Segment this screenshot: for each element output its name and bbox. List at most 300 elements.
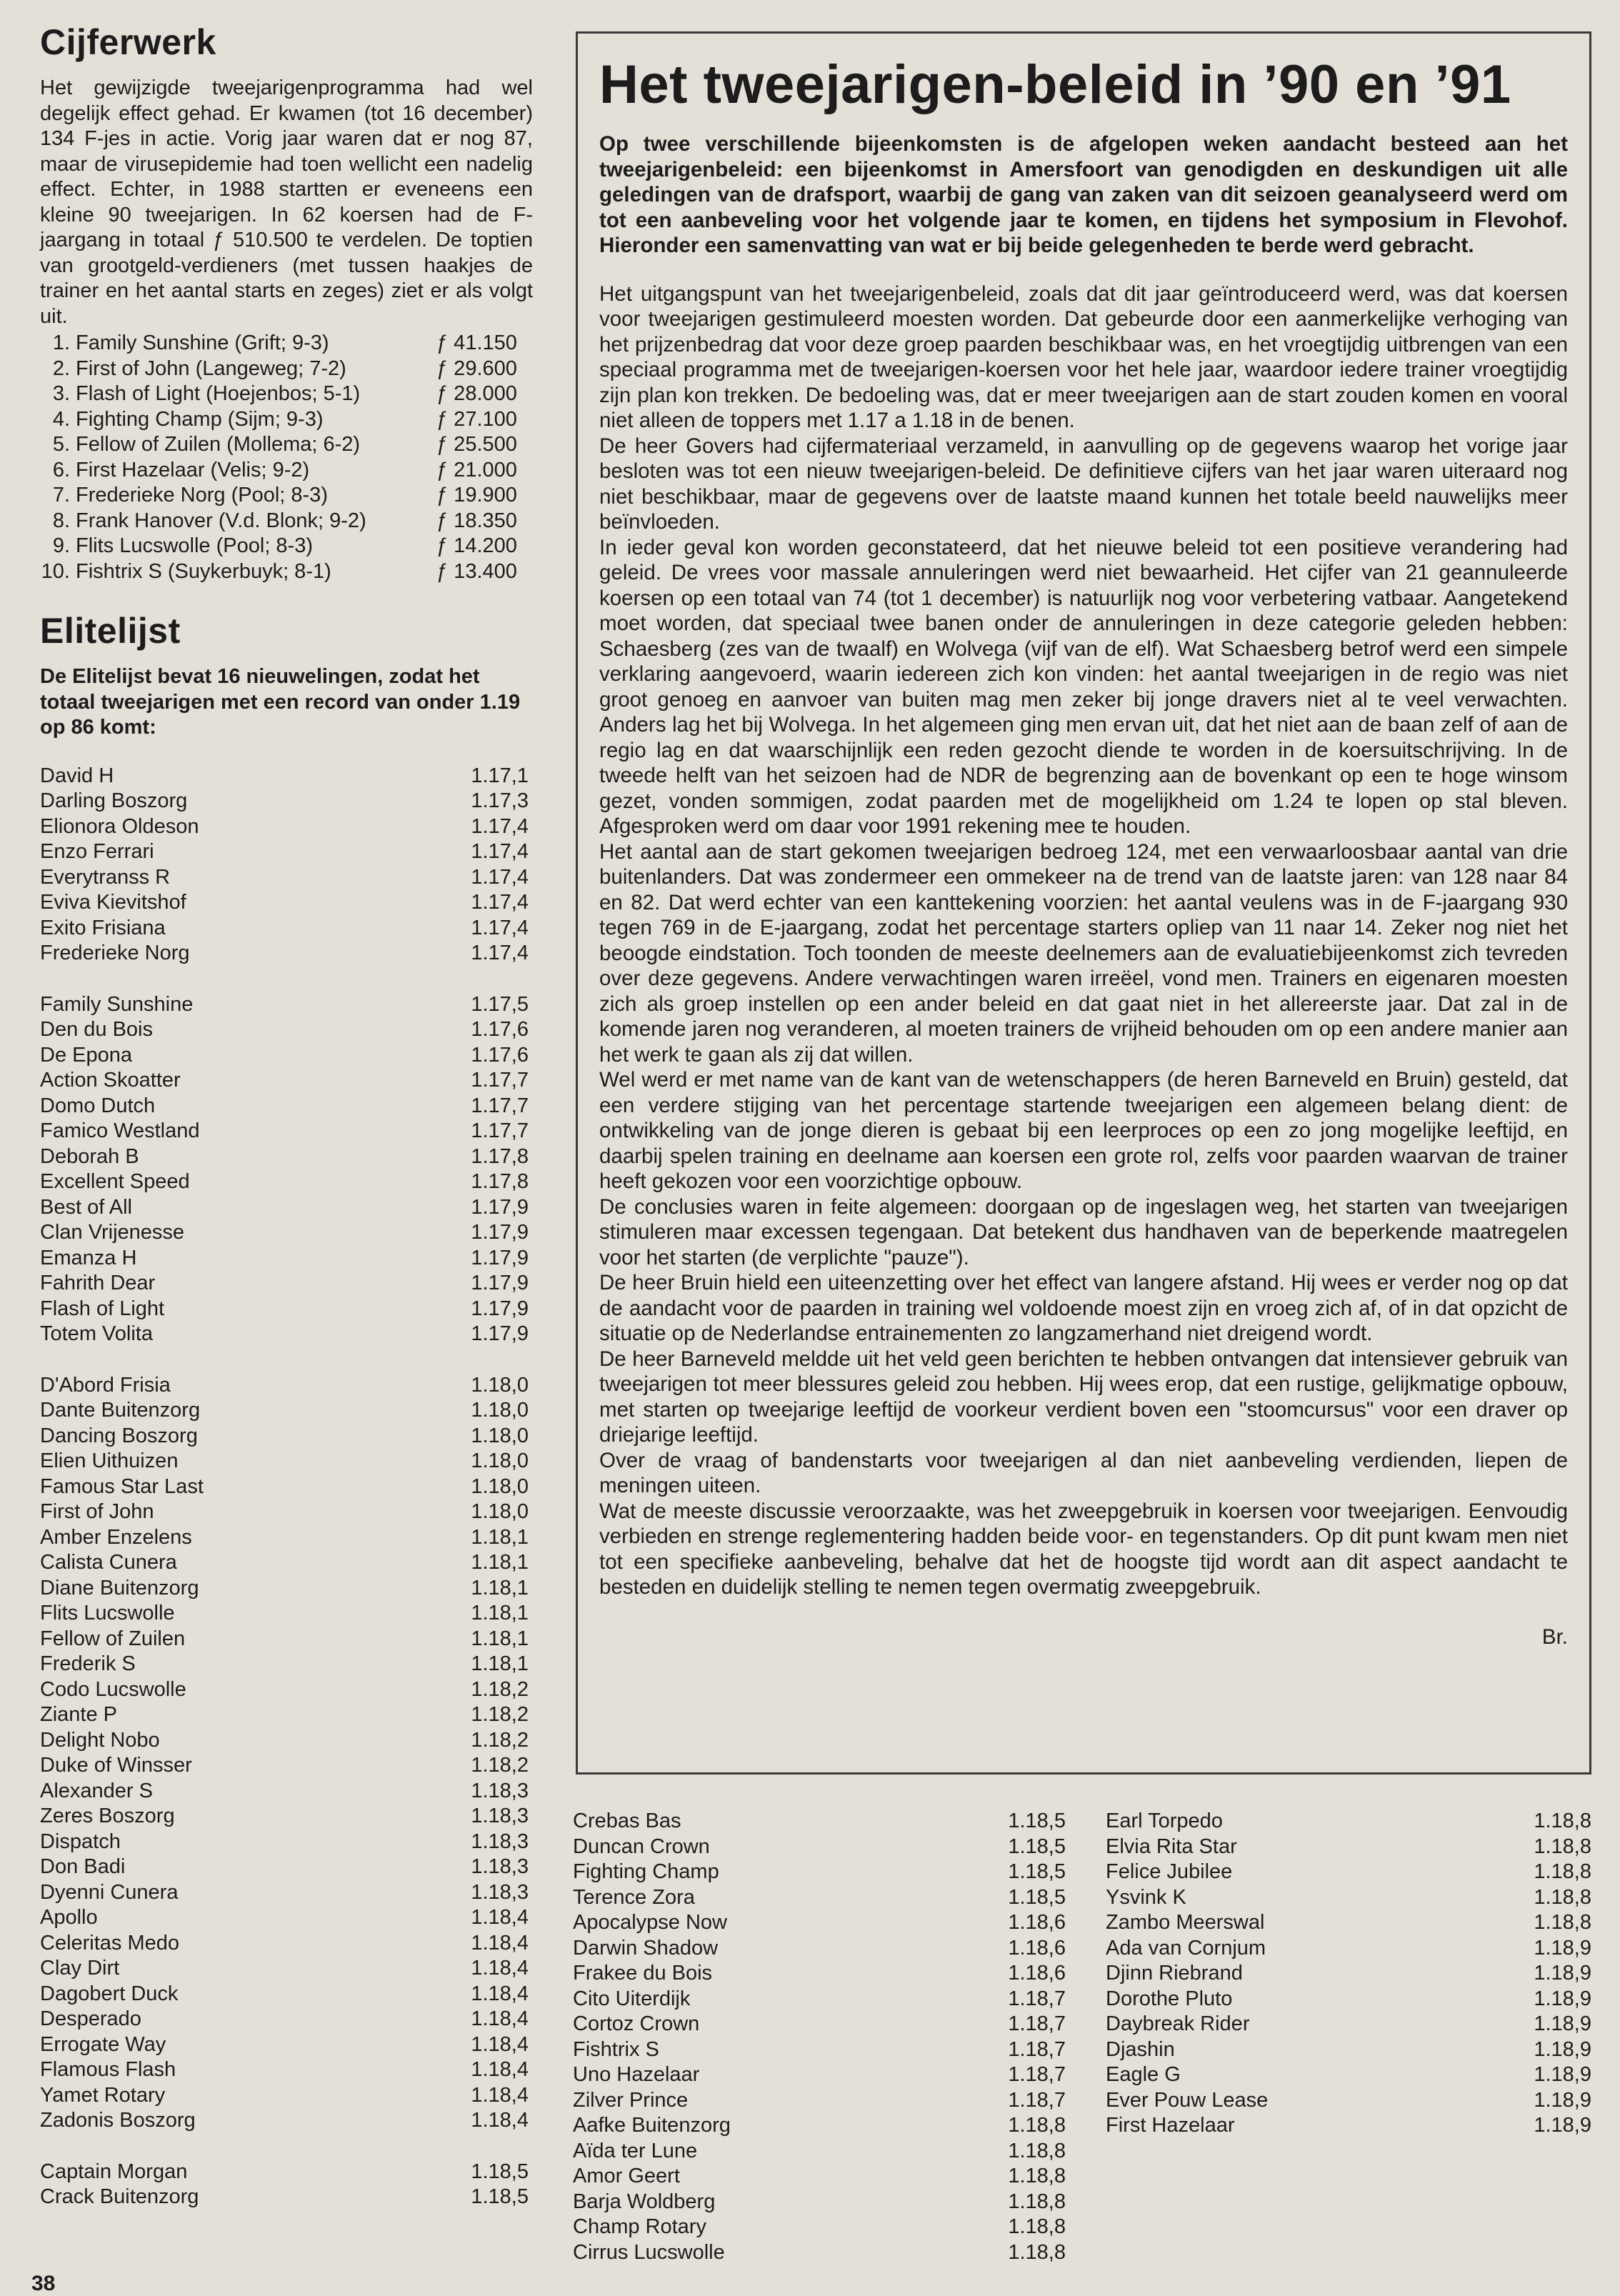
record-row [40, 2083, 533, 2109]
horse-name: Enzo Ferrari [40, 840, 154, 863]
record-row [1106, 1936, 1591, 1962]
record-group [573, 1809, 1066, 2265]
horse-name: Captain Morgan [40, 2160, 188, 2183]
record-time: 1.18,7 [1008, 2012, 1066, 2035]
horse-name: Djinn Riebrand [1106, 1962, 1243, 1985]
record-time: 1.18,1 [471, 1602, 529, 1624]
record-time: 1.17,4 [471, 891, 529, 914]
record-time: 1.17,9 [471, 1246, 529, 1269]
horse-name: Errogate Way [40, 2032, 166, 2056]
horse-name: Djashin [1106, 2037, 1175, 2061]
horse-name: Cortoz Crown [573, 2012, 700, 2035]
record-row [40, 1956, 533, 1982]
topten-rank: 10. [41, 559, 70, 583]
article-signature: Br. [1541, 1624, 1568, 1649]
horse-name: Champ Rotary [573, 2215, 706, 2238]
record-group [1106, 1809, 1591, 2139]
record-time: 1.18,5 [471, 2185, 529, 2208]
record-row [40, 1398, 533, 1424]
topten-amount: ƒ 21.000 [436, 458, 517, 481]
topten-amount: ƒ 29.600 [436, 356, 517, 380]
horse-name: Ever Pouw Lease [1106, 2088, 1269, 2112]
elitelijst-heading: Elitelijst [40, 611, 181, 651]
record-row [40, 1652, 533, 1677]
horse-name: Aafke Buitenzorg [573, 2114, 731, 2137]
records-column-3 [1106, 1809, 1591, 2139]
record-row [1106, 2088, 1591, 2114]
record-time: 1.17,7 [471, 1094, 529, 1117]
horse-name: Amor Geert [573, 2165, 680, 2187]
topten-rank: 6. [52, 458, 70, 481]
record-time: 1.18,1 [471, 1652, 529, 1675]
horse-name: Darling Boszorg [40, 789, 188, 812]
horse-name: Flamous Flash [40, 2058, 176, 2081]
horse-name: David H [40, 764, 114, 787]
record-time: 1.18,9 [1534, 1936, 1591, 1960]
record-time: 1.17,4 [471, 814, 529, 838]
record-row [40, 1499, 533, 1525]
horse-name: Daybreak Rider [1106, 2012, 1250, 2035]
record-row [40, 2185, 533, 2210]
record-time: 1.18,4 [471, 2032, 529, 2056]
records-column-2 [573, 1809, 1066, 2265]
record-row [573, 1860, 1066, 1885]
record-time: 1.18,4 [471, 1982, 529, 2005]
record-row [1106, 1910, 1591, 1936]
record-group [40, 1373, 533, 2134]
record-time: 1.17,9 [471, 1221, 529, 1244]
horse-name: Diane Buitenzorg [40, 1576, 199, 1599]
record-row [40, 1220, 533, 1246]
record-group [40, 764, 533, 967]
record-row [40, 890, 533, 916]
horse-name: Cirrus Lucswolle [573, 2240, 725, 2264]
record-time: 1.18,4 [471, 2007, 529, 2030]
record-time: 1.17,6 [471, 1018, 529, 1041]
record-time: 1.17,8 [471, 1144, 529, 1168]
horse-name: Domo Dutch [40, 1094, 156, 1117]
record-row [40, 1297, 533, 1322]
topten-rank: 2. [52, 356, 70, 380]
record-row [573, 1936, 1066, 1962]
record-row [1106, 1987, 1591, 2012]
horse-name: Frakee du Bois [573, 1962, 713, 1985]
topten-rank: 4. [52, 407, 70, 431]
topten-rank: 3. [52, 382, 70, 405]
record-row [40, 814, 533, 840]
horse-name: Fishtrix S [573, 2037, 659, 2061]
horse-name: Duke of Winsser [40, 1754, 192, 1777]
record-time: 1.18,8 [1008, 2240, 1066, 2264]
article-paragraph: De heer Bruin hield een uiteenzetting over het effect van langere afstand. Hij wees er verder nog op dat de aandacht voor de paarden in training wel voldoende moest zijn en vroeg zich af, of in dat opzicht de situatie op de Nederlandse entrainementen zo langzamerhand niet dreigend wordt. [599, 1271, 1568, 1345]
horse-name: Den du Bois [40, 1018, 153, 1041]
record-row [1106, 1809, 1591, 1835]
record-row [40, 1830, 533, 1855]
record-time: 1.18,5 [1008, 1835, 1066, 1858]
horse-name: Barja Woldberg [573, 2190, 716, 2213]
horse-name: Elien Uithuizen [40, 1449, 179, 1472]
topten-amount: ƒ 13.400 [436, 559, 517, 583]
record-time: 1.17,3 [471, 789, 529, 812]
topten-row [40, 407, 533, 433]
record-time: 1.17,1 [471, 764, 529, 787]
horse-name: Excellent Speed [40, 1170, 190, 1193]
topten-amount: ƒ 18.350 [436, 509, 517, 532]
horse-name: Delight Nobo [40, 1728, 160, 1752]
record-row [1106, 2113, 1591, 2139]
article-paragraph: De heer Barneveld meldde uit het veld geen berichten te hebben ontvangen dat intensiever gebruik van tweejarigen tot meer blessures geleid zou hebben. Hij wees erop, dat een rustige, gelijkmatige opbouw, met starten op tweejarige leeftijd de voorkeur verdient boven een "stoomcursus" voor een draver op driejarige leeftijd. [599, 1347, 1568, 1447]
topten-row [40, 356, 533, 382]
horse-name: Zambo Meerswal [1106, 1911, 1265, 1934]
record-row [40, 2007, 533, 2032]
record-time: 1.18,0 [471, 1424, 529, 1447]
record-time: 1.18,9 [1534, 2088, 1591, 2112]
topten-row [40, 331, 533, 356]
record-time: 1.18,0 [471, 1449, 529, 1472]
record-time: 1.18,3 [471, 1880, 529, 1904]
record-row [1106, 2012, 1591, 2037]
record-row [573, 2240, 1066, 2266]
record-time: 1.18,4 [471, 2109, 529, 2132]
topten-list [40, 331, 533, 584]
horse-name: Aïda ter Lune [573, 2139, 698, 2162]
topten-name: Fishtrix S (Suykerbuyk; 8-1) [76, 559, 331, 583]
record-time: 1.18,5 [1008, 1860, 1066, 1883]
horse-name: Zadonis Boszorg [40, 2109, 196, 2132]
record-row [40, 916, 533, 942]
record-row [40, 1195, 533, 1221]
horse-name: Dante Buitenzorg [40, 1399, 201, 1422]
record-time: 1.18,8 [1534, 1911, 1591, 1934]
topten-amount: ƒ 25.500 [436, 433, 517, 456]
record-row [40, 1931, 533, 1957]
record-time: 1.18,8 [1534, 1860, 1591, 1883]
record-row [573, 2139, 1066, 2165]
record-time: 1.17,4 [471, 942, 529, 964]
record-row [40, 839, 533, 865]
article-paragraph: In ieder geval kon worden geconstateerd, dat het nieuwe beleid tot een positieve verandering had geleid. De vrees voor massale annuleringen werd niet bewaarheid. Het cijfer van 21 geannuleerde koersen op een totaal van 74 (tot 1 december) is natuurlijk nog voor verbetering vatbaar. Aangetekend moet worden, dat speciaal twee banen onder de annuleringen in deze categorie geleden hebben: Schaesberg (zes van de twaalf) en Wolvega (vijf van de elf). Wat Schaesberg betrof werd een simpele verklaring aangevoerd, waarin iedereen zich kon vinden: het aantal tweejarigen in de regio was niet groot genoeg en aanvoer van buiten mag men zeker bij jonge dravers niet al te veel verwachten. Anders lag het bij Wolvega. In het algemeen ging men ervan uit, dat het niet aan de baan zelf of aan de regio lag en dat waarschijnlijk een reden gezocht diende te worden in de koersuitschrijving. In de tweede helft van het seizoen had de NDR de begrenzing aan de bovenkant op een te hoge winsom gezet, vonden sommigen, zodat paarden met de mogelijkheid om 1.24 te lopen op stal bleven. Afgesproken werd om daar voor 1991 rekening mee te houden. [599, 535, 1568, 838]
record-time: 1.18,9 [1534, 2037, 1591, 2061]
record-time: 1.18,4 [471, 2083, 529, 2107]
record-row [40, 1677, 533, 1703]
horse-name: Clay Dirt [40, 1957, 120, 1980]
horse-name: De Epona [40, 1043, 132, 1067]
record-row [40, 1017, 533, 1043]
horse-name: Ada van Cornjum [1106, 1936, 1266, 1960]
record-row [40, 789, 533, 814]
record-row [1106, 1860, 1591, 1885]
topten-name: First of John (Langeweg; 7-2) [76, 356, 346, 380]
record-time: 1.17,9 [471, 1297, 529, 1320]
horse-name: Family Sunshine [40, 992, 194, 1016]
record-row [40, 941, 533, 967]
record-row [40, 1424, 533, 1449]
topten-name: Family Sunshine (Grift; 9-3) [76, 331, 329, 354]
horse-name: Codo Lucswolle [40, 1677, 186, 1701]
record-row [1106, 2037, 1591, 2063]
record-time: 1.18,4 [471, 1957, 529, 1980]
topten-name: Flash of Light (Hoejenbos; 5-1) [76, 382, 361, 405]
topten-row [40, 534, 533, 559]
record-time: 1.18,7 [1008, 1987, 1066, 2010]
record-time: 1.17,6 [471, 1043, 529, 1067]
record-time: 1.18,1 [471, 1551, 529, 1574]
horse-name: Deborah B [40, 1144, 139, 1168]
topten-row [40, 381, 533, 407]
record-time: 1.18,6 [1008, 1962, 1066, 1985]
record-time: 1.17,4 [471, 840, 529, 863]
record-time: 1.18,1 [471, 1576, 529, 1599]
article-paragraph: Wel werd er met name van de kant van de wetenschappers (de heren Barneveld en Bruin) gesteld, dat een verdere stijging van het percentage startende tweejarigen een algemeen belang dient: de ontwikkeling van de jonge dieren is gebaat bij een leerproces op een zo jong mogelijke leeftijd, en daarbij spelen training en deelname aan koersen een grote rol, zelfs voor paarden waarvan de trainer heeft gekozen voor een voorzichtige opbouw. [599, 1068, 1568, 1193]
record-group [40, 2160, 533, 2210]
horse-name: Eviva Kievitshof [40, 891, 186, 914]
horse-name: Everytranss R [40, 865, 171, 889]
horse-name: Felice Jubilee [1106, 1860, 1233, 1883]
record-row [40, 1627, 533, 1652]
record-time: 1.18,0 [471, 1474, 529, 1498]
horse-name: Fighting Champ [573, 1860, 719, 1883]
record-time: 1.17,8 [471, 1170, 529, 1193]
topten-rank: 7. [52, 484, 70, 506]
record-time: 1.18,0 [471, 1399, 529, 1422]
record-row [40, 865, 533, 891]
horse-name: Zilver Prince [573, 2088, 689, 2112]
topten-row [40, 483, 533, 509]
article-paragraph: Over de vraag of bandenstarts voor tweejarigen al dan niet aanbeveling verdienden, liepen de meningen uiteen. [599, 1448, 1568, 1497]
horse-name: Crack Buitenzorg [40, 2185, 199, 2208]
topten-amount: ƒ 28.000 [436, 382, 517, 405]
record-time: 1.17,5 [471, 992, 529, 1016]
horse-name: Yamet Rotary [40, 2083, 166, 2107]
record-row [573, 2164, 1066, 2190]
horse-name: D'Abord Frisia [40, 1373, 171, 1397]
record-time: 1.18,2 [471, 1754, 529, 1777]
horse-name: Famico Westland [40, 1119, 200, 1142]
horse-name: Dyenni Cunera [40, 1880, 179, 1904]
article-paragraph: Wat de meeste discussie veroorzaakte, was het zweepgebruik in koersen voor tweejarigen. Eenvoudig verbieden en strenge reglementering hadden beide voor- en tegenstanders. Op dit punt kwam men niet tot een specifieke aanbeveling, behalve dat het de hoogste tijd wordt aan dit aspect aandacht te besteden en duidelijk stelling te nemen tegen overmatig zweepgebruik. [599, 1499, 1568, 1599]
record-time: 1.18,2 [471, 1728, 529, 1752]
record-time: 1.18,5 [1008, 1885, 1066, 1909]
topten-amount: ƒ 27.100 [436, 407, 517, 431]
horse-name: Dagobert Duck [40, 1982, 179, 2005]
record-row [40, 2057, 533, 2083]
record-row [40, 1753, 533, 1779]
topten-rank: 5. [52, 433, 70, 456]
record-time: 1.17,7 [471, 1119, 529, 1142]
record-time: 1.17,4 [471, 916, 529, 939]
record-time: 1.18,5 [471, 2160, 529, 2183]
horse-name: Alexander S [40, 1779, 153, 1802]
record-row [573, 2012, 1066, 2037]
record-row [40, 1043, 533, 1069]
record-row [40, 1246, 533, 1272]
record-row [40, 1525, 533, 1551]
record-time: 1.18,2 [471, 1677, 529, 1701]
record-row [573, 2037, 1066, 2063]
horse-name: Terence Zora [573, 1885, 695, 1909]
horse-name: Darwin Shadow [573, 1936, 719, 1960]
record-time: 1.18,3 [471, 1855, 529, 1878]
record-time: 1.18,4 [471, 1906, 529, 1929]
record-row [1106, 1885, 1591, 1911]
horse-name: Zeres Boszorg [40, 1805, 175, 1827]
article-box [576, 31, 1591, 1775]
article-intro: Op twee verschillende bijeenkomsten is de afgelopen weken aandacht besteed aan het tweejarigenbeleid: een bijeenkomst in Amersfoort van genodigden en deskundigen uit alle geledingen van de drafsport, waarbij de gang van zaken van dit seizoen geanalyseerd werd om tot een aanbeveling voor het volgende jaar te komen, en tijdens het symposium in Flevohof. Hieronder een samenvatting van wat er bij beide gelegenheden te berde werd gebracht. [599, 132, 1568, 257]
horse-name: Apocalypse Now [573, 1911, 727, 1934]
record-time: 1.17,4 [471, 865, 529, 889]
horse-name: Totem Volita [40, 1322, 153, 1345]
horse-name: Emanza H [40, 1246, 137, 1269]
record-time: 1.18,0 [471, 1500, 529, 1523]
topten-rank: 8. [52, 509, 70, 532]
record-row [573, 1961, 1066, 1987]
horse-name: Calista Cunera [40, 1551, 177, 1574]
horse-name: Amber Enzelens [40, 1525, 192, 1549]
topten-rank: 9. [52, 534, 70, 557]
horse-name: Flits Lucswolle [40, 1602, 175, 1624]
record-row [40, 1601, 533, 1627]
record-row [40, 1474, 533, 1500]
cijferwerk-body: Het gewijzigde tweejarigenprogramma had wel degelijk effect gehad. Er kwamen (tot 16 december) 134 F-jes in actie. Vorig jaar waren dat er nog 87, maar de virusepidemie had toen wellicht een nadelig effect. Echter, in 1988 startten er eveneens een kleine 90 tweejarigen. In 62 koersen had de F-jaargang in totaal ƒ 510.500 te verdelen. De toptien van grootgeld-verdieners (met tussen haakjes de trainer en het aantal starts en zeges) ziet er als volgt uit. [40, 76, 533, 328]
record-row [573, 1910, 1066, 1936]
article-paragraph: Het uitgangspunt van het tweejarigenbeleid, zoals dat dit jaar geïntroduceerd werd, was dat koersen voor tweejarigen gestimuleerd moesten worden. Dat gebeurde door een aanmerkelijke verhoging van het prijzenbedrag dat voor deze groep paarden beschikbaar was, en het vroegtijdig uitbrengen van een speciaal programma met de tweejarigen-koersen voor het hele jaar, waardoor iedere trainer vroegtijdig zijn plan kon trekken. De bedoeling was, dat er meer tweejarigen aan de start zouden komen en vooral niet alleen de toppers met 1.17 a 1.18 in de benen. [599, 281, 1568, 432]
horse-name: Elionora Oldeson [40, 814, 199, 838]
record-time: 1.18,8 [1534, 1810, 1591, 1832]
record-row [40, 1855, 533, 1880]
horse-name: First of John [40, 1500, 154, 1523]
horse-name: Best of All [40, 1195, 132, 1219]
topten-name: First Hazelaar (Velis; 9-2) [76, 458, 310, 481]
record-time: 1.18,8 [1008, 2139, 1066, 2162]
record-time: 1.18,8 [1534, 1835, 1591, 1858]
horse-name: Frederieke Norg [40, 942, 190, 964]
record-row [573, 2088, 1066, 2114]
record-row [40, 1982, 533, 2007]
horse-name: Exito Frisiana [40, 916, 166, 939]
record-row [573, 1987, 1066, 2012]
article-title: Het tweejarigen-beleid in ’90 en ’91 [599, 54, 1511, 115]
horse-name: Uno Hazelaar [573, 2063, 700, 2086]
record-row [40, 1576, 533, 1602]
record-time: 1.18,4 [471, 2058, 529, 2081]
horse-name: Clan Vrijenesse [40, 1221, 185, 1244]
topten-row [40, 559, 533, 585]
record-row [573, 2062, 1066, 2088]
topten-name: Flits Lucswolle (Pool; 8-3) [76, 534, 313, 557]
record-time: 1.17,9 [471, 1272, 529, 1294]
record-time: 1.17,9 [471, 1322, 529, 1345]
record-row [40, 1068, 533, 1094]
record-row [573, 2215, 1066, 2240]
record-row [40, 992, 533, 1018]
record-row [40, 1119, 533, 1144]
horse-name: Eagle G [1106, 2063, 1181, 2086]
horse-name: Celeritas Medo [40, 1931, 180, 1955]
record-time: 1.18,9 [1534, 2114, 1591, 2137]
record-row [40, 1905, 533, 1931]
topten-name: Frederieke Norg (Pool; 8-3) [76, 484, 328, 506]
article-body [599, 281, 1568, 1600]
record-time: 1.18,6 [1008, 1911, 1066, 1934]
record-time: 1.18,7 [1008, 2063, 1066, 2086]
horse-name: Desperado [40, 2007, 141, 2030]
horse-name: Fahrith Dear [40, 1272, 156, 1294]
horse-name: Dispatch [40, 1830, 121, 1853]
horse-name: Crebas Bas [573, 1810, 681, 1832]
topten-amount: ƒ 14.200 [436, 534, 517, 557]
horse-name: Fellow of Zuilen [40, 1627, 186, 1650]
horse-name: Dorothe Pluto [1106, 1987, 1233, 2010]
cijferwerk-heading: Cijferwerk [40, 22, 216, 62]
horse-name: Earl Torpedo [1106, 1810, 1223, 1832]
topten-row [40, 458, 533, 484]
record-row [40, 2032, 533, 2058]
record-time: 1.18,8 [1534, 1885, 1591, 1909]
record-time: 1.18,1 [471, 1627, 529, 1650]
horse-name: Duncan Crown [573, 1835, 710, 1858]
record-row [40, 1449, 533, 1474]
record-row [40, 1144, 533, 1170]
record-row [40, 1804, 533, 1830]
record-row [40, 1094, 533, 1119]
topten-name: Fighting Champ (Sijm; 9-3) [76, 407, 324, 431]
record-time: 1.18,9 [1534, 1987, 1591, 2010]
topten-row [40, 432, 533, 458]
horse-name: Famous Star Last [40, 1474, 204, 1498]
horse-name: Frederik S [40, 1652, 136, 1675]
record-row [573, 1885, 1066, 1911]
elitelijst-lead: De Elitelijst bevat 16 nieuwelingen, zodat het totaal tweejarigen met een record van onder 1.19 op 86 komt: [40, 665, 521, 739]
horse-name: Don Badi [40, 1855, 126, 1878]
record-time: 1.18,0 [471, 1373, 529, 1397]
record-time: 1.17,9 [471, 1195, 529, 1219]
record-row [40, 764, 533, 789]
horse-name: Cito Uiterdijk [573, 1987, 691, 2010]
record-time: 1.17,7 [471, 1069, 529, 1092]
record-time: 1.18,7 [1008, 2088, 1066, 2112]
record-row [573, 1809, 1066, 1835]
record-row [40, 1880, 533, 1906]
record-time: 1.18,3 [471, 1830, 529, 1853]
record-row [40, 1779, 533, 1805]
elitelijst-records [40, 764, 533, 2210]
record-row [40, 1373, 533, 1399]
article-paragraph: Het aantal aan de start gekomen tweejarigen bedroeg 124, met een verwaarloosbaar aantal van drie buitenlanders. Dat was zondermeer een ommekeer na de trend van de laatste jaren: van 128 naar 84 en 82. Dat werd echter van een kanttekening voorzien: het aantal veulens was in de F-jaargang 930 tegen 769 in de E-jaargang, zodat het percentage starters opliep van 11 naar 14. Zeker nog niet het beoogde eindstation. Toch toonden de meeste deelnemers aan de evaluatiebijeenkomst zich tevreden over deze gegevens. Andere verwachtingen waren irreëel, vond men. Trainers en eigenaren moesten zich als groep instellen op een ander beleid en dat gaat niet in het allereerste jaar. Dat zal in de komende jaren nog veranderen, al moeten trainers de vrijheid behouden om op een andere manier aan het werk te gaan als zij dat willen. [599, 839, 1568, 1067]
record-time: 1.18,6 [1008, 1936, 1066, 1960]
record-time: 1.18,4 [471, 1931, 529, 1955]
record-time: 1.18,7 [1008, 2037, 1066, 2061]
record-row [573, 2113, 1066, 2139]
record-time: 1.18,8 [1008, 2215, 1066, 2238]
record-row [40, 1169, 533, 1195]
horse-name: Apollo [40, 1906, 98, 1929]
record-row [40, 1550, 533, 1576]
record-time: 1.18,9 [1534, 2063, 1591, 2086]
record-group [40, 992, 533, 1347]
topten-name: Fellow of Zuilen (Mollema; 6-2) [76, 433, 361, 456]
record-time: 1.18,8 [1008, 2190, 1066, 2213]
record-row [1106, 1961, 1591, 1987]
record-time: 1.18,1 [471, 1525, 529, 1549]
horse-name: Ysvink K [1106, 1885, 1186, 1909]
record-row [573, 2190, 1066, 2215]
page-number: 38 [31, 2272, 56, 2295]
record-row [40, 1322, 533, 1347]
record-row [40, 1702, 533, 1728]
horse-name: Action Skoatter [40, 1069, 181, 1092]
horse-name: Ziante P [40, 1703, 117, 1726]
topten-name: Frank Hanover (V.d. Blonk; 9-2) [76, 509, 366, 532]
